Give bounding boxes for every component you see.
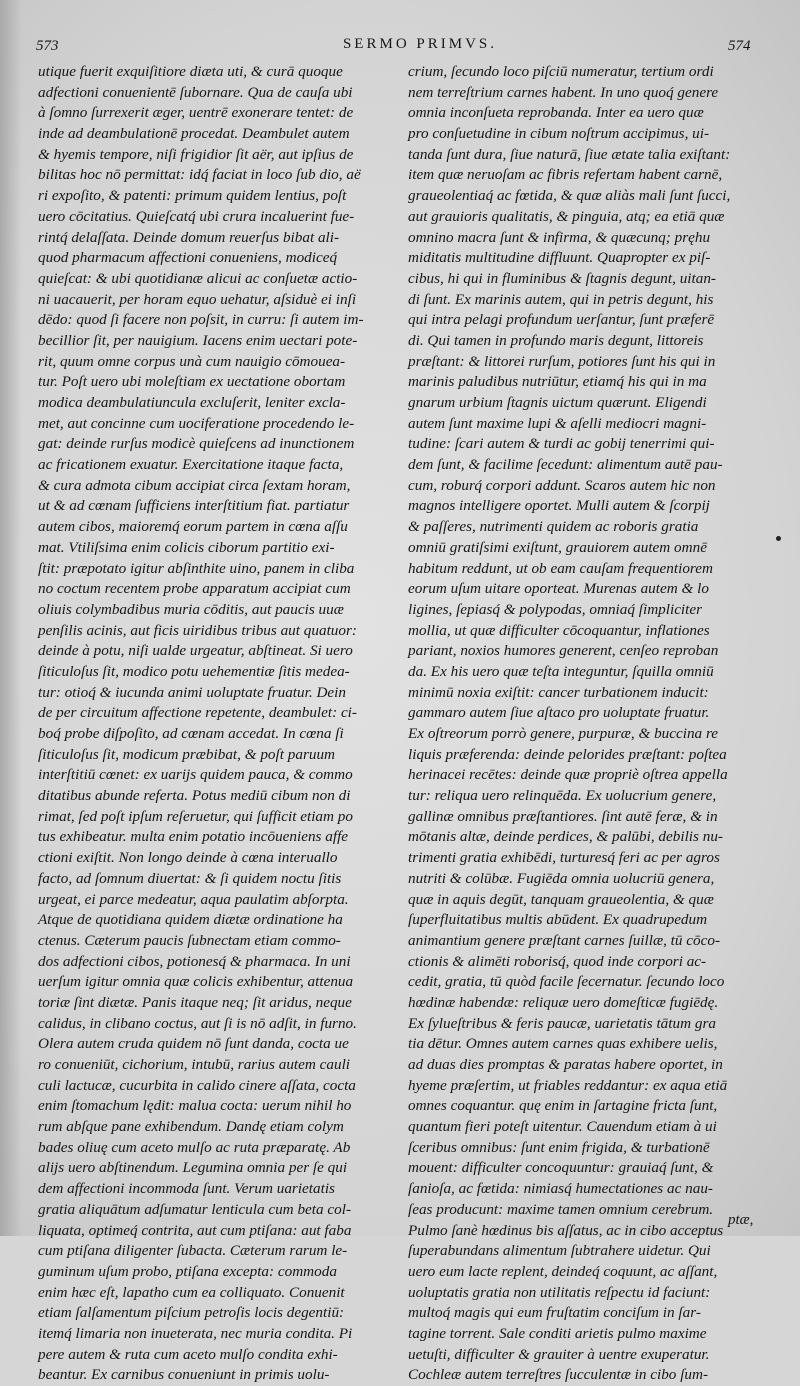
text-line: guminum uſum probo, ptiſana excepta: commoda <box>38 1262 337 1280</box>
text-line: mouent: difficulter concoquuntur: grauiaq́ ſunt, & <box>408 1159 714 1177</box>
text-line: met, aut concinne cum uociferatione procedendo le- <box>38 414 355 432</box>
text-line: tur. Poſt uero ubi moleſtiam ex uectatione obortam <box>38 373 346 391</box>
text-line: ad duas dies promptas & paratas habere oportet, in <box>408 1056 723 1073</box>
text-line: ſtit: præpotato igitur abſinthite uino, panem in cliba <box>38 559 355 577</box>
folio-left: 573 <box>36 38 59 54</box>
text-line: modica deambulatiuncula excluſerit, leniter excla- <box>38 394 346 411</box>
text-line: crium, ſecundo loco piſciū numeratur, tertium ordi <box>408 63 714 80</box>
text-line: rintq́ delaſſata. Deinde domum reuerſus bibat ali- <box>38 228 340 246</box>
text-line: nem terreſtrium carnes habent. In uno quoq́ genere <box>408 83 719 101</box>
text-line: qui intra pelagi profundum uerſantur, ſunt præferē <box>408 311 715 329</box>
text-line: cum, roburq́ corpori addunt. Scaros autem hic non <box>408 476 716 494</box>
text-line: & hyemis tempore, niſi frigidior ſit aër, aut ipſius de <box>38 145 354 163</box>
text-line: alijs uero abſtinendum. Legumina omnia per ſe qui <box>38 1159 348 1177</box>
text-line: hyeme præſertim, ut friables reddantur: ex aqua etiā <box>408 1076 728 1094</box>
text-line: & cura admota cibum accipiat circa ſextam horam, <box>38 476 351 494</box>
text-line: habitum reddunt, ut ob eam cauſam frequentiorem <box>408 559 713 577</box>
text-line: omniū gratiſsimi exiſtunt, grauiorem autem omnē <box>408 538 707 556</box>
text-line: uoluptatis gratia non utilitatis reſpectu id faciunt: <box>408 1283 711 1301</box>
text-line: omnes coquantur. quę enim in ſartagine fricta ſunt, <box>408 1097 718 1115</box>
text-line: dem affectioni incommoda ſunt. Verum uarietatis <box>38 1180 335 1198</box>
text-line: tagine torrent. Sale conditi arietis pulmo maxime <box>408 1324 707 1342</box>
text-line: eorum uſum uitare oporteat. Murenas autem & lo <box>408 580 709 598</box>
text-line: deinde à potu, niſi ualde urgeatur, abſtineat. Si uero <box>38 642 353 660</box>
text-line: cedit, gratia, tū quòd facile ſecernatur. ſecundo loco <box>408 973 725 991</box>
folio-right: 574 <box>728 38 751 54</box>
text-line: ſiticuloſus ſit, modico potu uehementiæ ſitis medea- <box>38 662 350 680</box>
text-line: item quæ neruoſam ac fibris refertam habent carnē, <box>408 166 723 184</box>
text-line: magnos intelligere oportet. Mulli autem & ſcorpij <box>408 497 710 515</box>
text-line: cum ptiſana diligenter ſubacta. Cæterum rarum le- <box>38 1242 348 1260</box>
text-line: ſuperabundans alimentum ſubtrahere uidetur. Qui <box>408 1242 711 1260</box>
text-line: rit, quum omne corpus unà cum nauigio cōmouea- <box>38 352 346 370</box>
text-line: Ex ſylueſtribus & feris paucæ, uarietatis tātum gra <box>408 1014 716 1032</box>
text-line: ligines, ſepiasq́ & polypodas, omniaq́ ſimpliciter <box>408 600 703 618</box>
text-line: rum abſque pane exhibendum. Dandę etiam colym <box>38 1118 344 1136</box>
text-line: adfectioni conuenientē ſubornare. Qua de cauſa ubi <box>38 83 353 101</box>
text-line: penſilis acinis, aut ficis uiridibus tribus aut quatuor: <box>38 621 357 639</box>
text-line: minimū noxia exiſtit: cancer turbationem inducit: <box>408 683 709 701</box>
text-line: mollia, ut quæ difficulter cōcoquantur, inflationes <box>408 621 710 639</box>
text-line: bilitas hoc nō permittat: idq́ faciat in loco ſub dio, aë <box>38 166 361 184</box>
text-line: facto, ad ſomnum diuertat: & ſi quidem noctu ſitis <box>38 869 342 887</box>
text-line: præſtant: & littorei rurſum, potiores ſunt his qui in <box>408 352 716 370</box>
text-line: pariant, noxios humores generent, cenſeo reproban <box>408 642 719 660</box>
text-line: gallinæ omnibus præſtantiores. ſint autē feræ, & in <box>408 807 718 825</box>
text-line: mōtanis altæ, deinde perdices, & palūbi, debilis nu- <box>408 828 723 846</box>
text-line: & paſſeres, nutrimenti quidem ac roboris gratia <box>408 518 699 536</box>
text-line: etiam ſalſamentum piſcium petroſis locis degentiū: <box>38 1304 345 1322</box>
text-line: da. Ex his uero quæ teſta integuntur, ſquilla omniū <box>408 662 714 680</box>
text-line: ſeas producunt: maxime tamen omnium cerebrum. <box>408 1200 714 1218</box>
text-line: ſceribus omnibus: ſunt enim frigida, & turbationē <box>408 1138 710 1156</box>
text-line: Atque de quotidiana quidem diætæ ordinatione ha <box>38 911 343 929</box>
text-line: ſanioſa, ac fœtida: nimiasq́ humectationes ac nau- <box>408 1180 713 1198</box>
text-line: boq́ probe diſpoſito, ad cœnam accedat. In cœna ſi <box>38 725 344 742</box>
text-line: becillior ſit, per nauigium. Iacens enim uectari pote- <box>38 331 358 349</box>
text-line: animantium genere præſtant carnes ſuillæ, tū cōco- <box>408 931 721 949</box>
text-line: Cochleæ autem terreſtres ſucculentæ in cibo ſum- <box>408 1366 709 1384</box>
text-line: ut & ad cœnam ſufficiens interſtitium fiat. partiatur <box>38 497 350 515</box>
text-line: multoq́ magis qui eum fruſtatim conciſum in ſar- <box>408 1304 701 1322</box>
text-line: ro conueniūt, cichorium, intubū, rarius autem cauli <box>38 1056 351 1073</box>
text-line: ni uacauerit, per horam equo uehatur, aſsiduè ei inſi <box>38 290 357 308</box>
text-line: tus exhibeatur. multa enim potatio incōueniens affe <box>38 828 349 846</box>
text-line: interſtitiū cœnet: ex uarijs quidem pauca, & commo <box>38 766 353 784</box>
text-line: tur: reliqua uero relinquēda. Ex uolucrium genere, <box>408 787 717 805</box>
text-line: hœdinæ habendæ: reliquæ uero domeſticæ fugiēdę. <box>408 993 719 1011</box>
text-line: ctenus. Cæterum paucis ſubnectam etiam commo- <box>38 931 341 949</box>
text-line: tia dētur. Omnes autem carnes quas exhibere uelis, <box>408 1035 718 1053</box>
text-line: enim ſtomachum lędit: malua cocta: uerum nihil ho <box>38 1097 352 1115</box>
text-line: ri expoſito, & patenti: primum quidem lentius, poſt <box>38 187 347 205</box>
text-line: trimenti gratia exhibēdi, turturesq́ feri ac per agros <box>408 849 720 867</box>
text-line: gammaro autem ſiue aſtaco pro uoluptate fruatur. <box>408 704 710 722</box>
text-line: mat. Vtiliſsima enim colicis ciborum partitio exi- <box>38 538 335 556</box>
text-line: di. Qui tamen in profundo maris degunt, littoreis <box>408 331 704 349</box>
text-column-left <box>38 62 390 1386</box>
text-line: tur: otioq́ & iucunda animi uoluptate fruatur. Dein <box>38 683 346 701</box>
text-line: omnia inconſueta reprobanda. Inter ea uero quæ <box>408 104 704 122</box>
text-line: culi lactucæ, cucurbita in calido cinere aſſata, cocta <box>38 1076 356 1094</box>
text-line: uero eum lacte replent, deindeq́ coquunt, ac aſſant, <box>408 1262 718 1280</box>
text-line: urgeat, ei parce medeatur, aqua paulatim abſorpta. <box>38 890 349 908</box>
text-line: cibus, hi qui in fluminibus & ſtagnis degunt, uitan- <box>408 269 716 287</box>
text-line: quod pharmacum affectioni conueniens, modiceq́ <box>38 249 338 267</box>
text-line: di ſunt. Ex marinis autem, qui in petris degunt, his <box>408 290 714 308</box>
text-line: quæ in aquis degūt, tanquam graueolentia, & quæ <box>408 890 714 908</box>
text-line: utique fuerit exquiſitiore diæta uti, & curā quoque <box>38 63 343 80</box>
text-line: itemq́ limaria non inueterata, nec muria condita. Pi <box>38 1324 353 1342</box>
text-line: à ſomno ſurrexerit æger, uentrē exonerare tentet: de <box>38 104 354 122</box>
text-line: liquis præferenda: deinde pelorides præſtant: poſtea <box>408 745 727 763</box>
text-line: quieſcat: & ubi quotidianæ alicui ac conſuetæ actio- <box>38 269 358 287</box>
text-line: dem ſunt, & facilime ſecedunt: alimentum autē pau- <box>408 456 723 474</box>
text-line: ditatibus abunde referta. Potus mediū cibum non di <box>38 787 351 805</box>
text-line: tanda ſunt dura, ſiue naturā, ſiue ætate talia exiſtant: <box>408 145 731 163</box>
text-line: Pulmo ſanè hœdinus bis aſſatus, ac in cibo acceptus <box>408 1221 724 1239</box>
text-line: herinacei recētes: deinde quæ propriè oſtrea appella <box>408 766 728 784</box>
text-line: calidus, in clibano coctus, aut ſi is nō adſit, in furno. <box>38 1014 357 1032</box>
text-line: gat: deinde rurſus modicè quieſcens ad inunctionem <box>38 435 355 453</box>
text-line: beantur. Ex carnibus conueniunt in primis uolu- <box>38 1366 330 1384</box>
text-line: nutriti & colūbæ. Fugiēda omnia uolucriū genera, <box>408 869 715 887</box>
text-line: uero cōcitatius. Quieſcatq́ ubi crura incaluerint fue- <box>38 207 355 225</box>
text-line: bades oliuę cum aceto mulſo ac ruta præparatę. Ab <box>38 1138 351 1156</box>
catchword: ptæ, <box>728 1212 754 1228</box>
text-line: Ex oſtreorum porrò genere, purpuræ, & buccina re <box>408 725 719 742</box>
text-line: Olera autem cruda quidem nō ſunt danda, cocta ue <box>38 1035 349 1053</box>
text-line: gnarum urbium ſtagnis uictum quærunt. Eligendi <box>408 394 707 411</box>
text-line: ſiticuloſus ſit, modicum præbibat, & poſt paruum <box>38 745 336 763</box>
gutter-shadow <box>0 0 22 1236</box>
text-line: miditatis multitudine diffluunt. Quapropter ex piſ- <box>408 249 711 267</box>
text-line: autem ſunt maxime lupi & aſelli mediocri magni- <box>408 414 707 432</box>
text-line: inde ad deambulationē procedat. Deambulet autem <box>38 125 350 143</box>
text-line: ac fricationem exuatur. Exercitatione itaque facta, <box>38 456 344 474</box>
text-line: enim hæc eſt, lapatho cum ea colliquato. Conuenit <box>38 1283 345 1301</box>
text-line: dos adfectioni cibos, potionesq́ & pharmaca. In uni <box>38 952 351 970</box>
text-line: liquata, optimeq́ contrita, aut cum ptiſana: aut faba <box>38 1221 352 1239</box>
text-line: uetuſti, difficulter & grauiter à uentre exuperatur. <box>408 1345 710 1363</box>
text-line: de per circuitum affectione repetente, deambulet: ci- <box>38 704 357 722</box>
text-line: ſuperfluitatibus multis abūdent. Ex quadrupedum <box>408 911 708 929</box>
text-line: quantum fieri poteſt uitentur. Cauendum etiam à ui <box>408 1118 717 1136</box>
text-line: ctioni exiſtit. Non longo deinde à cœna interuallo <box>38 849 338 867</box>
text-line: dēdo: quod ſi facere non poſsit, in curru: ſi autem im- <box>38 311 364 329</box>
text-line: aut grauioris qualitatis, & pinguia, atq; ea etiā quæ <box>408 207 725 225</box>
text-line: autem cibos, maioremq́ eorum partem in cœna aſſu <box>38 518 348 536</box>
text-line: no coctum recentem probe apparatum accipiat cum <box>38 580 351 598</box>
text-line: oliuis colymbadibus muria cōditis, aut paucis uuæ <box>38 600 344 618</box>
text-line: ctionis & alimēti roborisq́, quod inde corpori ac- <box>408 952 707 970</box>
ink-dot <box>776 536 781 541</box>
text-line: pro conſuetudine in cibum noſtrum accipimus, ui- <box>408 125 710 143</box>
text-line: pere autem & ruta cum aceto mulſo condita exhi- <box>38 1345 338 1363</box>
text-line: tudine: ſcari autem & turdi ac gobij tenerrimi qui- <box>408 435 715 453</box>
text-line: toriæ ſint diætæ. Panis itaque neq; ſit aridus, neque <box>38 993 352 1011</box>
text-line: graueolentiaq́ ac fœtida, & quæ aliàs mali ſunt ſucci, <box>408 187 731 205</box>
running-head: SERMO PRIMVS. <box>342 36 498 52</box>
text-line: uerſum igitur omnia quæ colicis exhibentur, attenua <box>38 973 354 991</box>
text-line: omnino macra ſunt & infirma, & quæcunq; pręhu <box>408 228 711 246</box>
text-line: rimat, ſed poſt ipſum reſeruetur, qui ſufficit etiam po <box>38 807 353 825</box>
text-line: marinis paludibus nutriūtur, etiamq́ his qui in ma <box>408 373 707 391</box>
text-column-right <box>408 62 760 1386</box>
text-line: gratia aliquātum adſumatur lenticula cum beta col- <box>38 1200 351 1218</box>
